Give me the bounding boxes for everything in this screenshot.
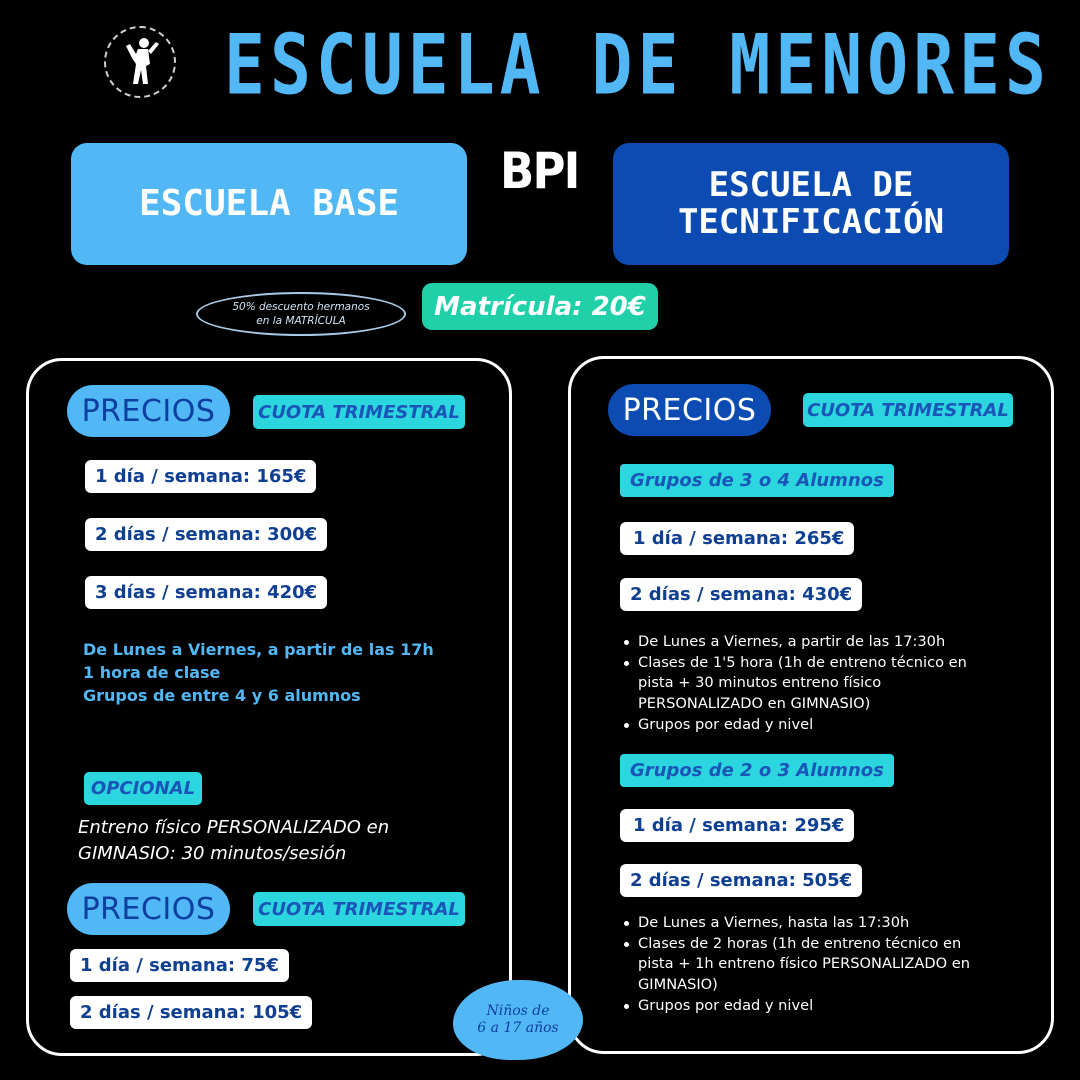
base-info — [83, 638, 434, 708]
age-range-badge — [453, 980, 583, 1060]
opcional-label: OPCIONAL — [84, 772, 202, 805]
bpi-label: BPI — [500, 142, 579, 200]
age-line2: 6 a 17 años — [477, 1020, 559, 1036]
escuela-base-label: ESCUELA BASE — [138, 183, 400, 225]
group-3-4-price-2: 2 días / semana: 430€ — [620, 578, 862, 611]
list-item: De Lunes a Viernes, hasta las 17:30h — [622, 913, 982, 934]
group-2-3-price-2: 2 días / semana: 505€ — [620, 864, 862, 897]
gym-price-1: 1 día / semana: 75€ — [70, 949, 289, 982]
group-3-4-details — [622, 632, 1002, 736]
base-cuota-label: CUOTA TRIMESTRAL — [253, 395, 465, 429]
entreno-line1: Entreno físico PERSONALIZADO en — [78, 817, 390, 838]
page-title: ESCUELA DE MENORES — [224, 18, 1051, 115]
gym-price-2: 2 días / semana: 105€ — [70, 996, 312, 1029]
group-3-4-label: Grupos de 3 o 4 Alumnos — [620, 464, 894, 497]
discount-line1: 50% descuento hermanos — [232, 300, 370, 313]
list-item: Clases de 1'5 hora (1h de entreno técnico en pista + 30 minutos entreno físico PERSONALIZADO en GIMNASIO) — [622, 653, 1002, 715]
base-price-1: 1 día / semana: 165€ — [85, 460, 316, 493]
list-item: Grupos por edad y nivel — [622, 996, 982, 1017]
group-3-4-price-1: 1 día / semana: 265€ — [620, 522, 854, 555]
base-info-duration: 1 hora de clase — [83, 663, 221, 683]
tec-precios-heading: PRECIOS — [608, 384, 771, 436]
base-precios-heading: PRECIOS — [67, 385, 230, 437]
club-logo — [104, 26, 176, 98]
tecnificacion-label-line2: TECNIFICACIÓN — [677, 202, 945, 242]
list-item: De Lunes a Viernes, a partir de las 17:30h — [622, 632, 1002, 653]
age-line1: Niños de — [486, 1002, 550, 1019]
discount-line2: en la MATRÍCULA — [256, 315, 346, 327]
entreno-fisico-text — [78, 815, 478, 867]
base-info-schedule: De Lunes a Viernes, a partir de las 17h — [83, 640, 434, 659]
tec-cuota-label: CUOTA TRIMESTRAL — [803, 393, 1013, 427]
gym-cuota-label: CUOTA TRIMESTRAL — [253, 892, 465, 926]
base-info-groups: Grupos de entre 4 y 6 alumnos — [83, 686, 361, 706]
escuela-base-button[interactable] — [71, 143, 467, 265]
tecnificacion-label-line1: ESCUELA DE — [708, 164, 914, 205]
base-price-2: 2 días / semana: 300€ — [85, 518, 327, 551]
matricula-badge: Matrícula: 20€ — [422, 283, 658, 330]
padel-player-icon — [118, 36, 162, 88]
sibling-discount-badge — [196, 292, 406, 336]
gym-precios-heading: PRECIOS — [67, 883, 230, 935]
list-item: Clases de 2 horas (1h de entreno técnico en pista + 1h entreno físico PERSONALIZADO en GIMNASIO) — [622, 934, 982, 996]
group-2-3-details — [622, 913, 982, 1017]
base-price-3: 3 días / semana: 420€ — [85, 576, 327, 609]
group-2-3-label: Grupos de 2 o 3 Alumnos — [620, 754, 894, 787]
list-item: Grupos por edad y nivel — [622, 715, 1002, 736]
group-2-3-price-1: 1 día / semana: 295€ — [620, 809, 854, 842]
escuela-tecnificacion-button[interactable] — [613, 143, 1009, 265]
entreno-line2: GIMNASIO: 30 minutos/sesión — [78, 843, 347, 865]
